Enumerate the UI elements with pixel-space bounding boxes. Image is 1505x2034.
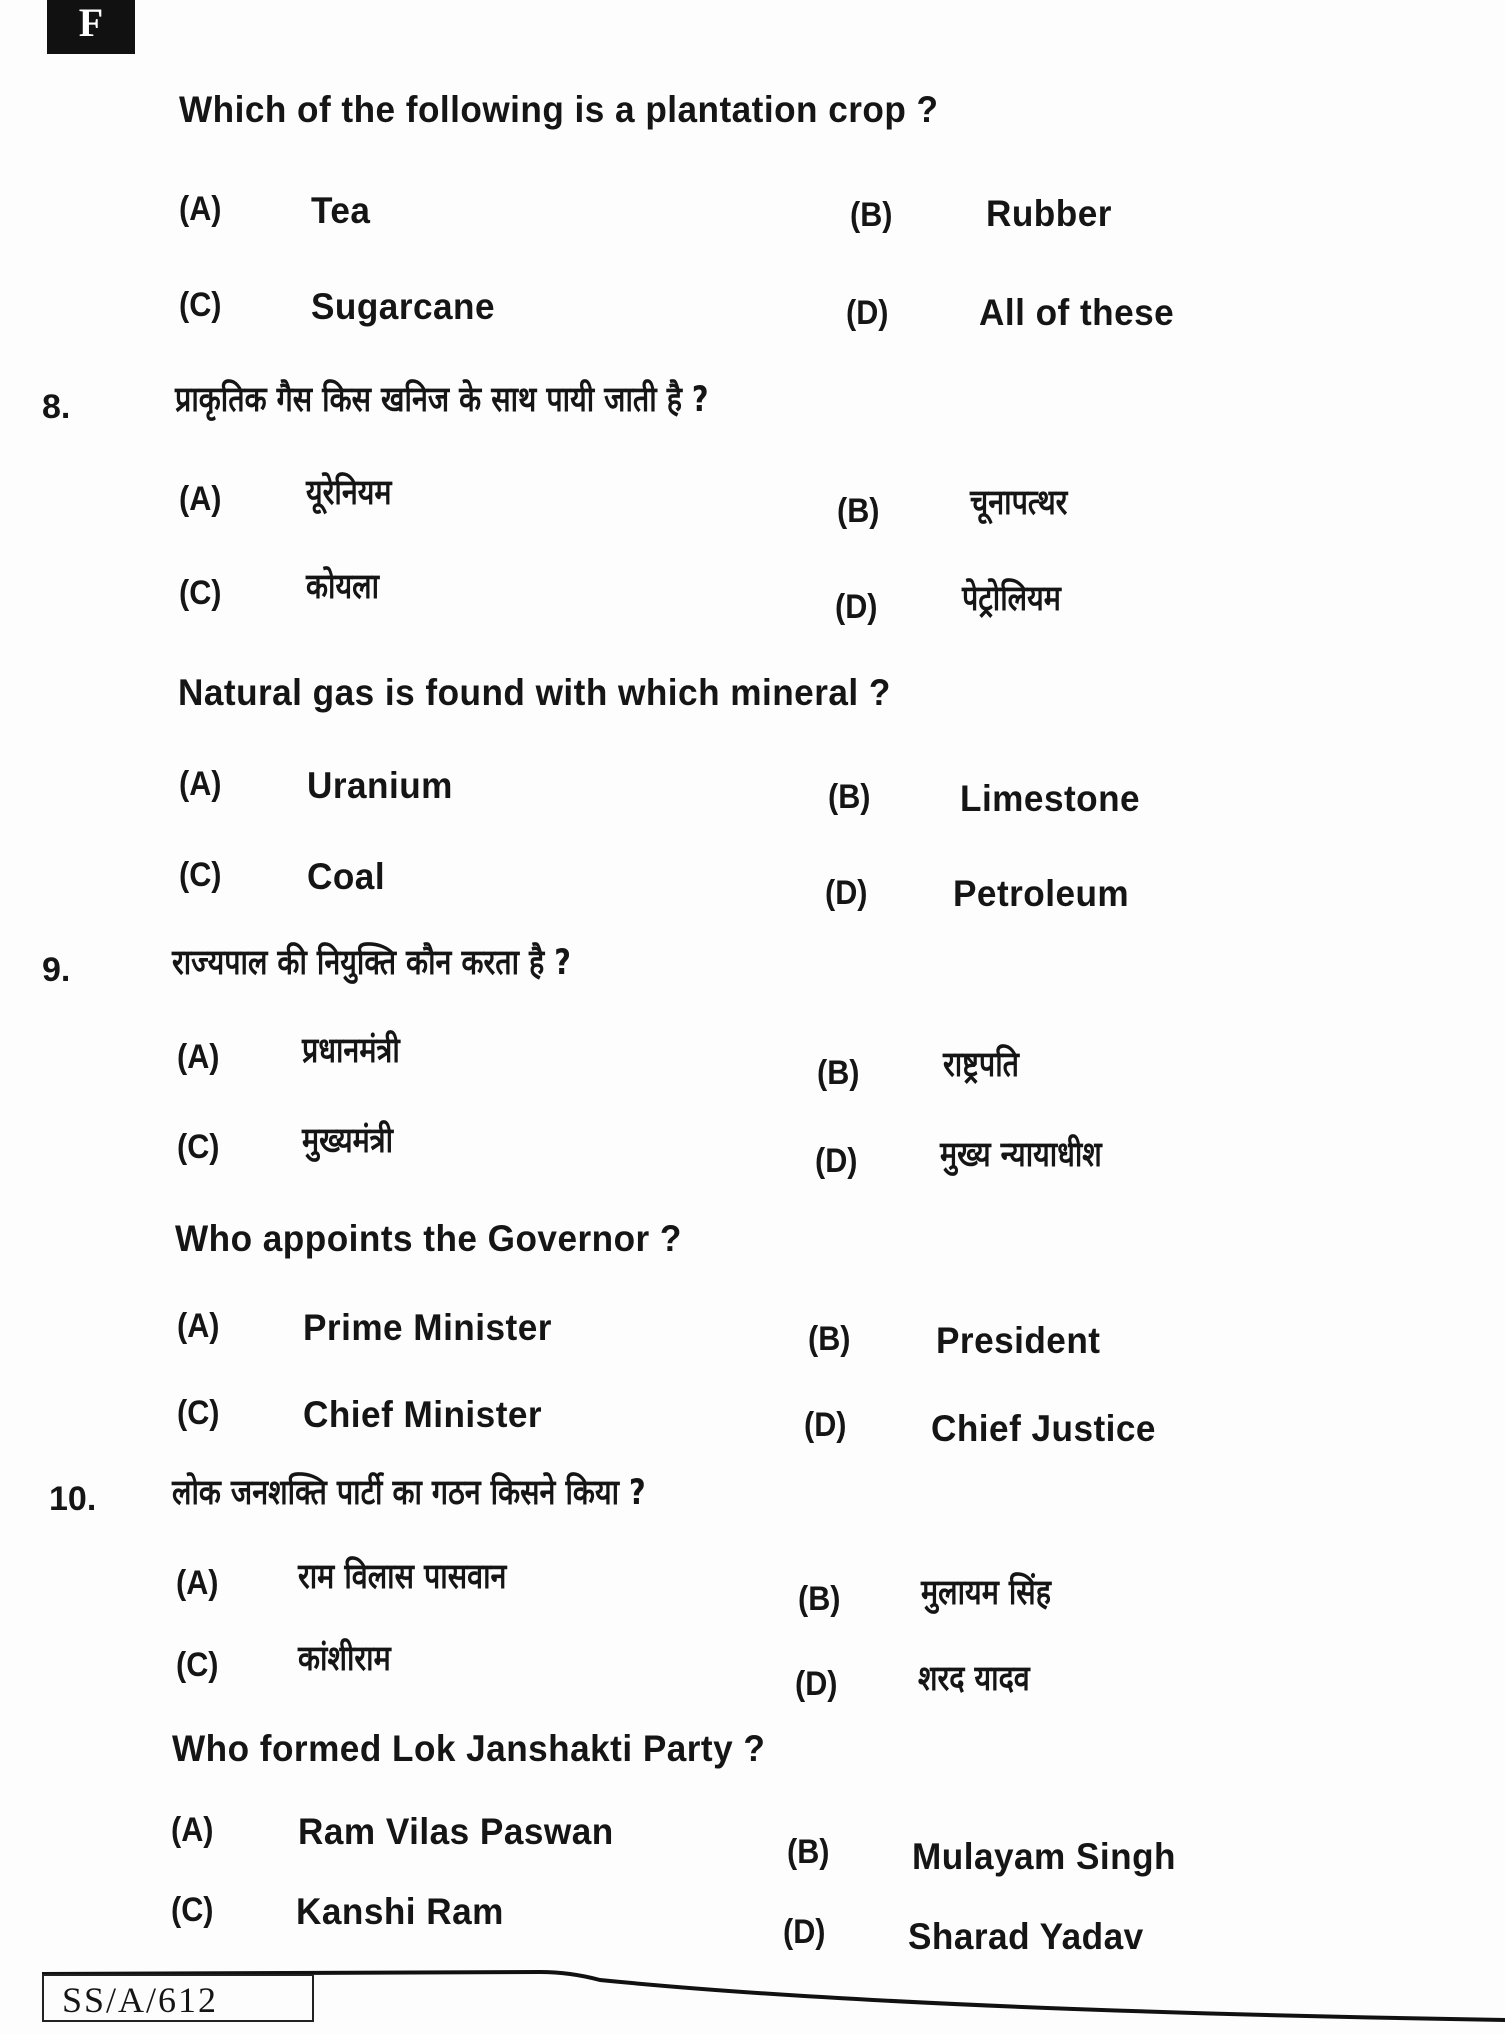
question-10-hindi: लोक जनशक्ति पार्टी का गठन किसने किया ? — [172, 1473, 646, 1513]
option-c: कोयला — [306, 567, 380, 607]
option-a: राम विलास पासवान — [298, 1557, 507, 1597]
option-label-d: (D) — [804, 1406, 847, 1444]
option-label-b: (B) — [828, 778, 871, 816]
option-a: यूरेनियम — [306, 473, 392, 513]
option-c: Chief Minister — [303, 1394, 543, 1435]
option-b: Mulayam Singh — [912, 1836, 1176, 1877]
question-number-9: 9. — [42, 951, 71, 989]
option-d: पेट्रोलियम — [962, 579, 1061, 619]
question-7-english: Which of the following is a plantation crop ? — [179, 89, 939, 130]
option-label-a: (A) — [177, 1038, 220, 1076]
question-8-hindi: प्राकृतिक गैस किस खनिज के साथ पायी जाती है ? — [175, 380, 709, 420]
option-d: मुख्य न्यायाधीश — [940, 1135, 1102, 1175]
option-b: चूनापत्थर — [970, 483, 1068, 523]
option-a: Prime Minister — [303, 1307, 552, 1348]
option-b: राष्ट्रपति — [943, 1045, 1020, 1085]
option-label-c: (C) — [176, 1646, 219, 1684]
option-label-d: (D) — [795, 1665, 838, 1703]
question-10-english: Who formed Lok Janshakti Party ? — [172, 1728, 766, 1769]
option-label-a: (A) — [179, 480, 222, 518]
option-c: कांशीराम — [298, 1639, 391, 1679]
option-label-d: (D) — [825, 874, 868, 912]
option-b: President — [936, 1320, 1101, 1361]
option-d: Sharad Yadav — [908, 1916, 1144, 1957]
option-label-c: (C) — [179, 574, 222, 612]
option-label-c: (C) — [171, 1891, 214, 1929]
option-label-b: (B) — [798, 1580, 841, 1618]
option-c: Coal — [307, 856, 386, 897]
option-c: Sugarcane — [311, 286, 496, 327]
option-d: Chief Justice — [931, 1408, 1156, 1449]
option-d: Petroleum — [953, 873, 1130, 914]
question-number-10: 10. — [49, 1480, 97, 1518]
option-label-a: (A) — [179, 190, 222, 228]
option-label-d: (D) — [815, 1142, 858, 1180]
option-label-b: (B) — [837, 492, 880, 530]
option-label-d: (D) — [783, 1913, 826, 1951]
option-label-c: (C) — [177, 1128, 220, 1166]
option-label-a: (A) — [177, 1307, 220, 1345]
option-b: Limestone — [960, 778, 1141, 819]
option-a: Uranium — [307, 765, 453, 806]
option-label-c: (C) — [179, 286, 222, 324]
option-label-b: (B) — [787, 1833, 830, 1871]
option-b: Rubber — [986, 193, 1112, 234]
option-label-b: (B) — [817, 1054, 860, 1092]
option-a: प्रधानमंत्री — [302, 1031, 400, 1071]
option-label-a: (A) — [179, 765, 222, 803]
option-label-c: (C) — [179, 856, 222, 894]
option-label-c: (C) — [177, 1394, 220, 1432]
option-d: शरद यादव — [918, 1659, 1030, 1699]
option-a: Tea — [311, 190, 371, 231]
option-a: Ram Vilas Paswan — [298, 1811, 614, 1852]
option-c: मुख्यमंत्री — [302, 1121, 394, 1161]
question-8-english: Natural gas is found with which mineral ? — [178, 672, 891, 713]
option-d: All of these — [979, 292, 1175, 333]
option-label-a: (A) — [176, 1564, 219, 1602]
question-9-hindi: राज्यपाल की नियुक्ति कौन करता है ? — [172, 943, 571, 983]
set-badge: F — [47, 0, 135, 54]
paper-code: SS/A/612 — [42, 1974, 314, 2022]
option-label-b: (B) — [808, 1320, 851, 1358]
option-label-d: (D) — [835, 588, 878, 626]
option-label-d: (D) — [846, 294, 889, 332]
option-label-b: (B) — [850, 196, 893, 234]
option-b: मुलायम सिंह — [921, 1573, 1051, 1613]
option-c: Kanshi Ram — [296, 1891, 504, 1932]
question-9-english: Who appoints the Governor ? — [175, 1218, 682, 1259]
option-label-a: (A) — [171, 1811, 214, 1849]
question-number-8: 8. — [42, 388, 71, 426]
